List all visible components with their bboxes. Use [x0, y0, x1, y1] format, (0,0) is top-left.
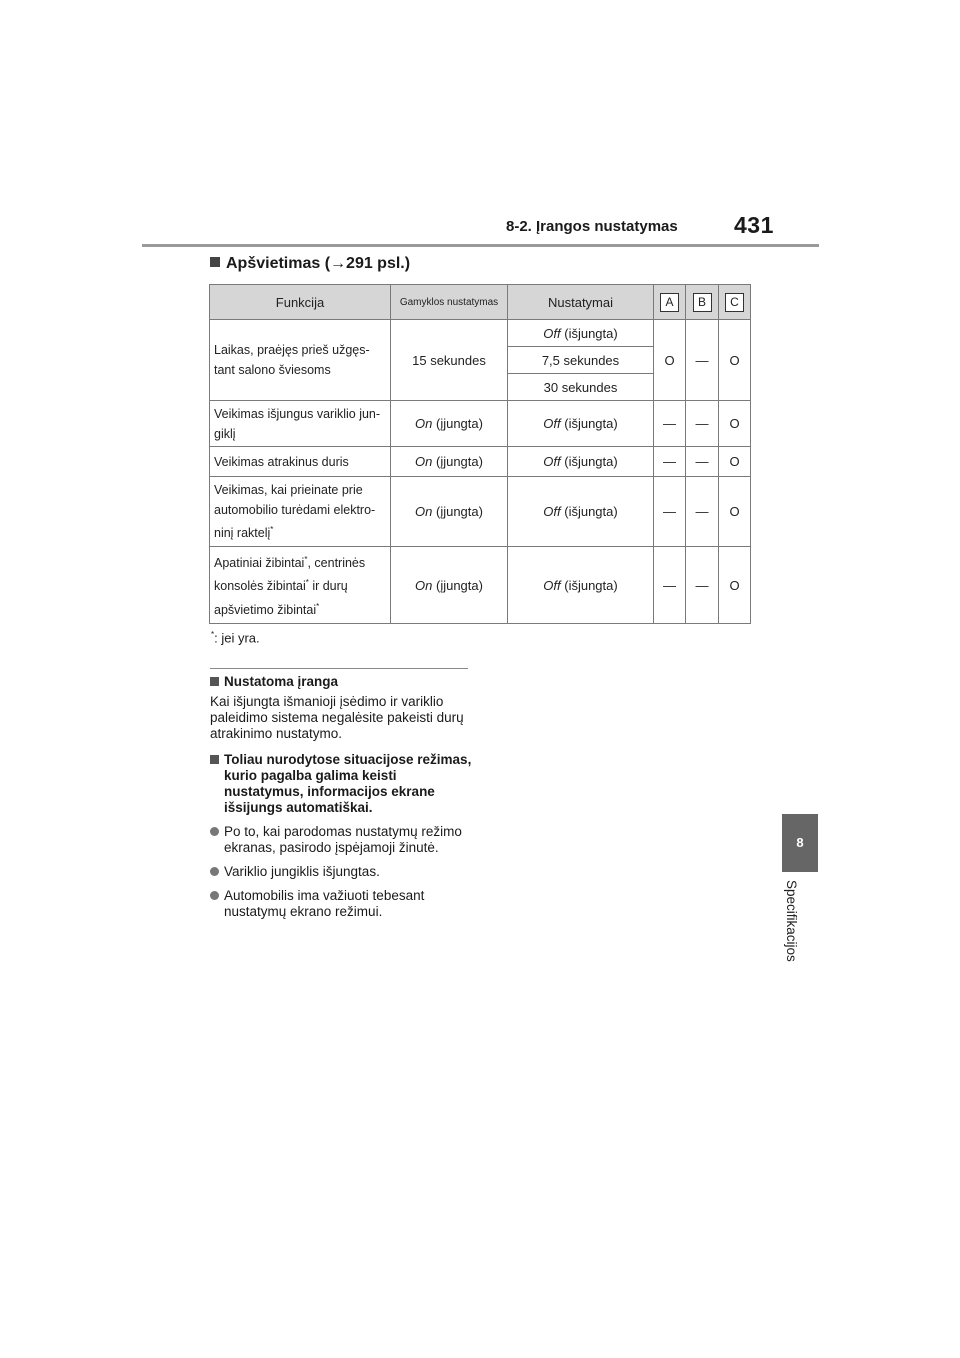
row4-function-text: Veikimas, kai prieinate prie automobilio turėdami elektro-ninį raktelį [214, 482, 376, 541]
footnote-mark: * [211, 630, 215, 639]
circle-bullet-icon [210, 891, 219, 900]
row2-c: O [719, 401, 751, 447]
option-italic: Off [543, 325, 561, 341]
footnote-mark: * [316, 601, 320, 611]
row4-default [391, 477, 508, 547]
option-text: (įjungta) [432, 577, 483, 593]
header-rule [142, 244, 819, 247]
row5-text: , centrinės konsolės žibintai [214, 556, 366, 594]
option-text: (įjungta) [432, 416, 483, 431]
row4-b: — [686, 477, 719, 547]
note-heading [210, 674, 472, 690]
option-text: (išjungta) [560, 504, 618, 519]
row5-a: — [654, 547, 686, 624]
option-text: (išjungta) [560, 577, 618, 593]
table-header-row [210, 285, 751, 320]
row3-default [391, 447, 508, 477]
list-item-text: Po to, kai parodomas nustatymų režimo ekranas, pasirodo įspėjamoji žinutė. [224, 824, 462, 855]
row3-a: — [654, 447, 686, 477]
row2-function: Veikimas išjungus variklio jun-giklį [210, 401, 391, 447]
table-row [210, 447, 751, 477]
divider [210, 668, 468, 669]
option-italic: On [415, 504, 433, 519]
row1-c: O [719, 320, 751, 401]
header-function: Funkcija [210, 285, 391, 320]
letter-c-box: C [725, 293, 744, 312]
row3-setting [508, 447, 654, 477]
option-text: (išjungta) [560, 416, 618, 431]
option-text: (išjungta) [560, 325, 618, 341]
list-item [210, 864, 472, 880]
settings-table [209, 284, 751, 624]
footnote-mark: * [270, 524, 274, 534]
page-number: 431 [734, 212, 774, 238]
option-italic: Off [543, 504, 561, 519]
option-text: (įjungta) [432, 504, 483, 519]
note-text: Kai išjungta išmanioji įsėdimo ir variklio paleidimo sistema negalėsite pakeisti durų atrakinimo nustatymo. [210, 694, 464, 741]
footnote-text: : jei yra. [214, 630, 260, 646]
option-italic: On [415, 454, 433, 469]
row3-function: Veikimas atrakinus duris [210, 447, 391, 477]
table-row [210, 477, 751, 547]
row4-c: O [719, 477, 751, 547]
table-row [210, 320, 751, 347]
note-heading-text: Toliau nurodytose situacijose režimas, kurio pagalba galima keisti nustatymus, informacijos ekrane išsijungs automatiškai. [224, 752, 472, 815]
row5-c: O [719, 547, 751, 624]
square-bullet-icon [210, 677, 219, 686]
row3-b: — [686, 447, 719, 477]
row4-setting [508, 477, 654, 547]
square-bullet-icon [210, 257, 220, 267]
option-italic: On [415, 577, 433, 593]
row4-a: — [654, 477, 686, 547]
list-item-text: Variklio jungiklis išjungtas. [224, 864, 380, 879]
row5-text: Apatiniai žibintai [214, 556, 305, 571]
circle-bullet-icon [210, 827, 219, 836]
row1-default: 15 sekundes [391, 320, 508, 401]
row2-setting [508, 401, 654, 447]
option-italic: On [415, 416, 433, 431]
notes-section [210, 674, 472, 928]
row2-default [391, 401, 508, 447]
row5-b: — [686, 547, 719, 624]
note-heading [210, 752, 472, 816]
row3-c: O [719, 447, 751, 477]
row1-option1 [508, 320, 654, 347]
option-text: (išjungta) [560, 454, 618, 469]
row5-function [210, 547, 391, 624]
row1-option3: 30 sekundes [508, 374, 654, 401]
row1-option2: 7,5 sekundes [508, 347, 654, 374]
option-text: (įjungta) [432, 454, 483, 469]
row2-b: — [686, 401, 719, 447]
header-section-title: 8-2. Įrangos nustatymas [506, 218, 678, 235]
chapter-tab: 8 [782, 814, 818, 872]
chapter-tab-label: Specifikacijos [784, 880, 799, 962]
row5-setting [508, 547, 654, 624]
footnote-mark: * [305, 578, 309, 588]
circle-bullet-icon [210, 867, 219, 876]
row1-b: — [686, 320, 719, 401]
list-item [210, 824, 472, 856]
header-settings: Nustatymai [508, 285, 654, 320]
footnote [211, 630, 260, 645]
header-c [719, 285, 751, 320]
note-heading-text: Nustatoma įranga [224, 674, 339, 689]
header-default: Gamyklos nustatymas [391, 285, 508, 320]
square-bullet-icon [210, 755, 219, 764]
table-row [210, 547, 751, 624]
letter-a-box: A [660, 293, 679, 312]
row1-function: Laikas, praėjęs prieš užgęs-tant salono šviesoms [210, 320, 391, 401]
section-title-text: Apšvietimas (→291 psl.) [226, 255, 411, 272]
row4-function [210, 477, 391, 547]
list-item-text: Automobilis ima važiuoti tebesant nustatymų ekrano režimui. [224, 888, 425, 919]
row2-a: — [654, 401, 686, 447]
row1-a: O [654, 320, 686, 401]
letter-b-box: B [693, 293, 712, 312]
header-b [686, 285, 719, 320]
option-italic: Off [543, 454, 561, 469]
row5-text: ir durų apšvietimo žibintai [214, 579, 348, 617]
option-italic: Off [543, 577, 561, 593]
header-a [654, 285, 686, 320]
option-italic: Off [543, 416, 561, 431]
list-item [210, 888, 472, 920]
section-title [210, 255, 410, 273]
table-row [210, 401, 751, 447]
row5-default [391, 547, 508, 624]
footnote-mark: * [304, 555, 308, 565]
